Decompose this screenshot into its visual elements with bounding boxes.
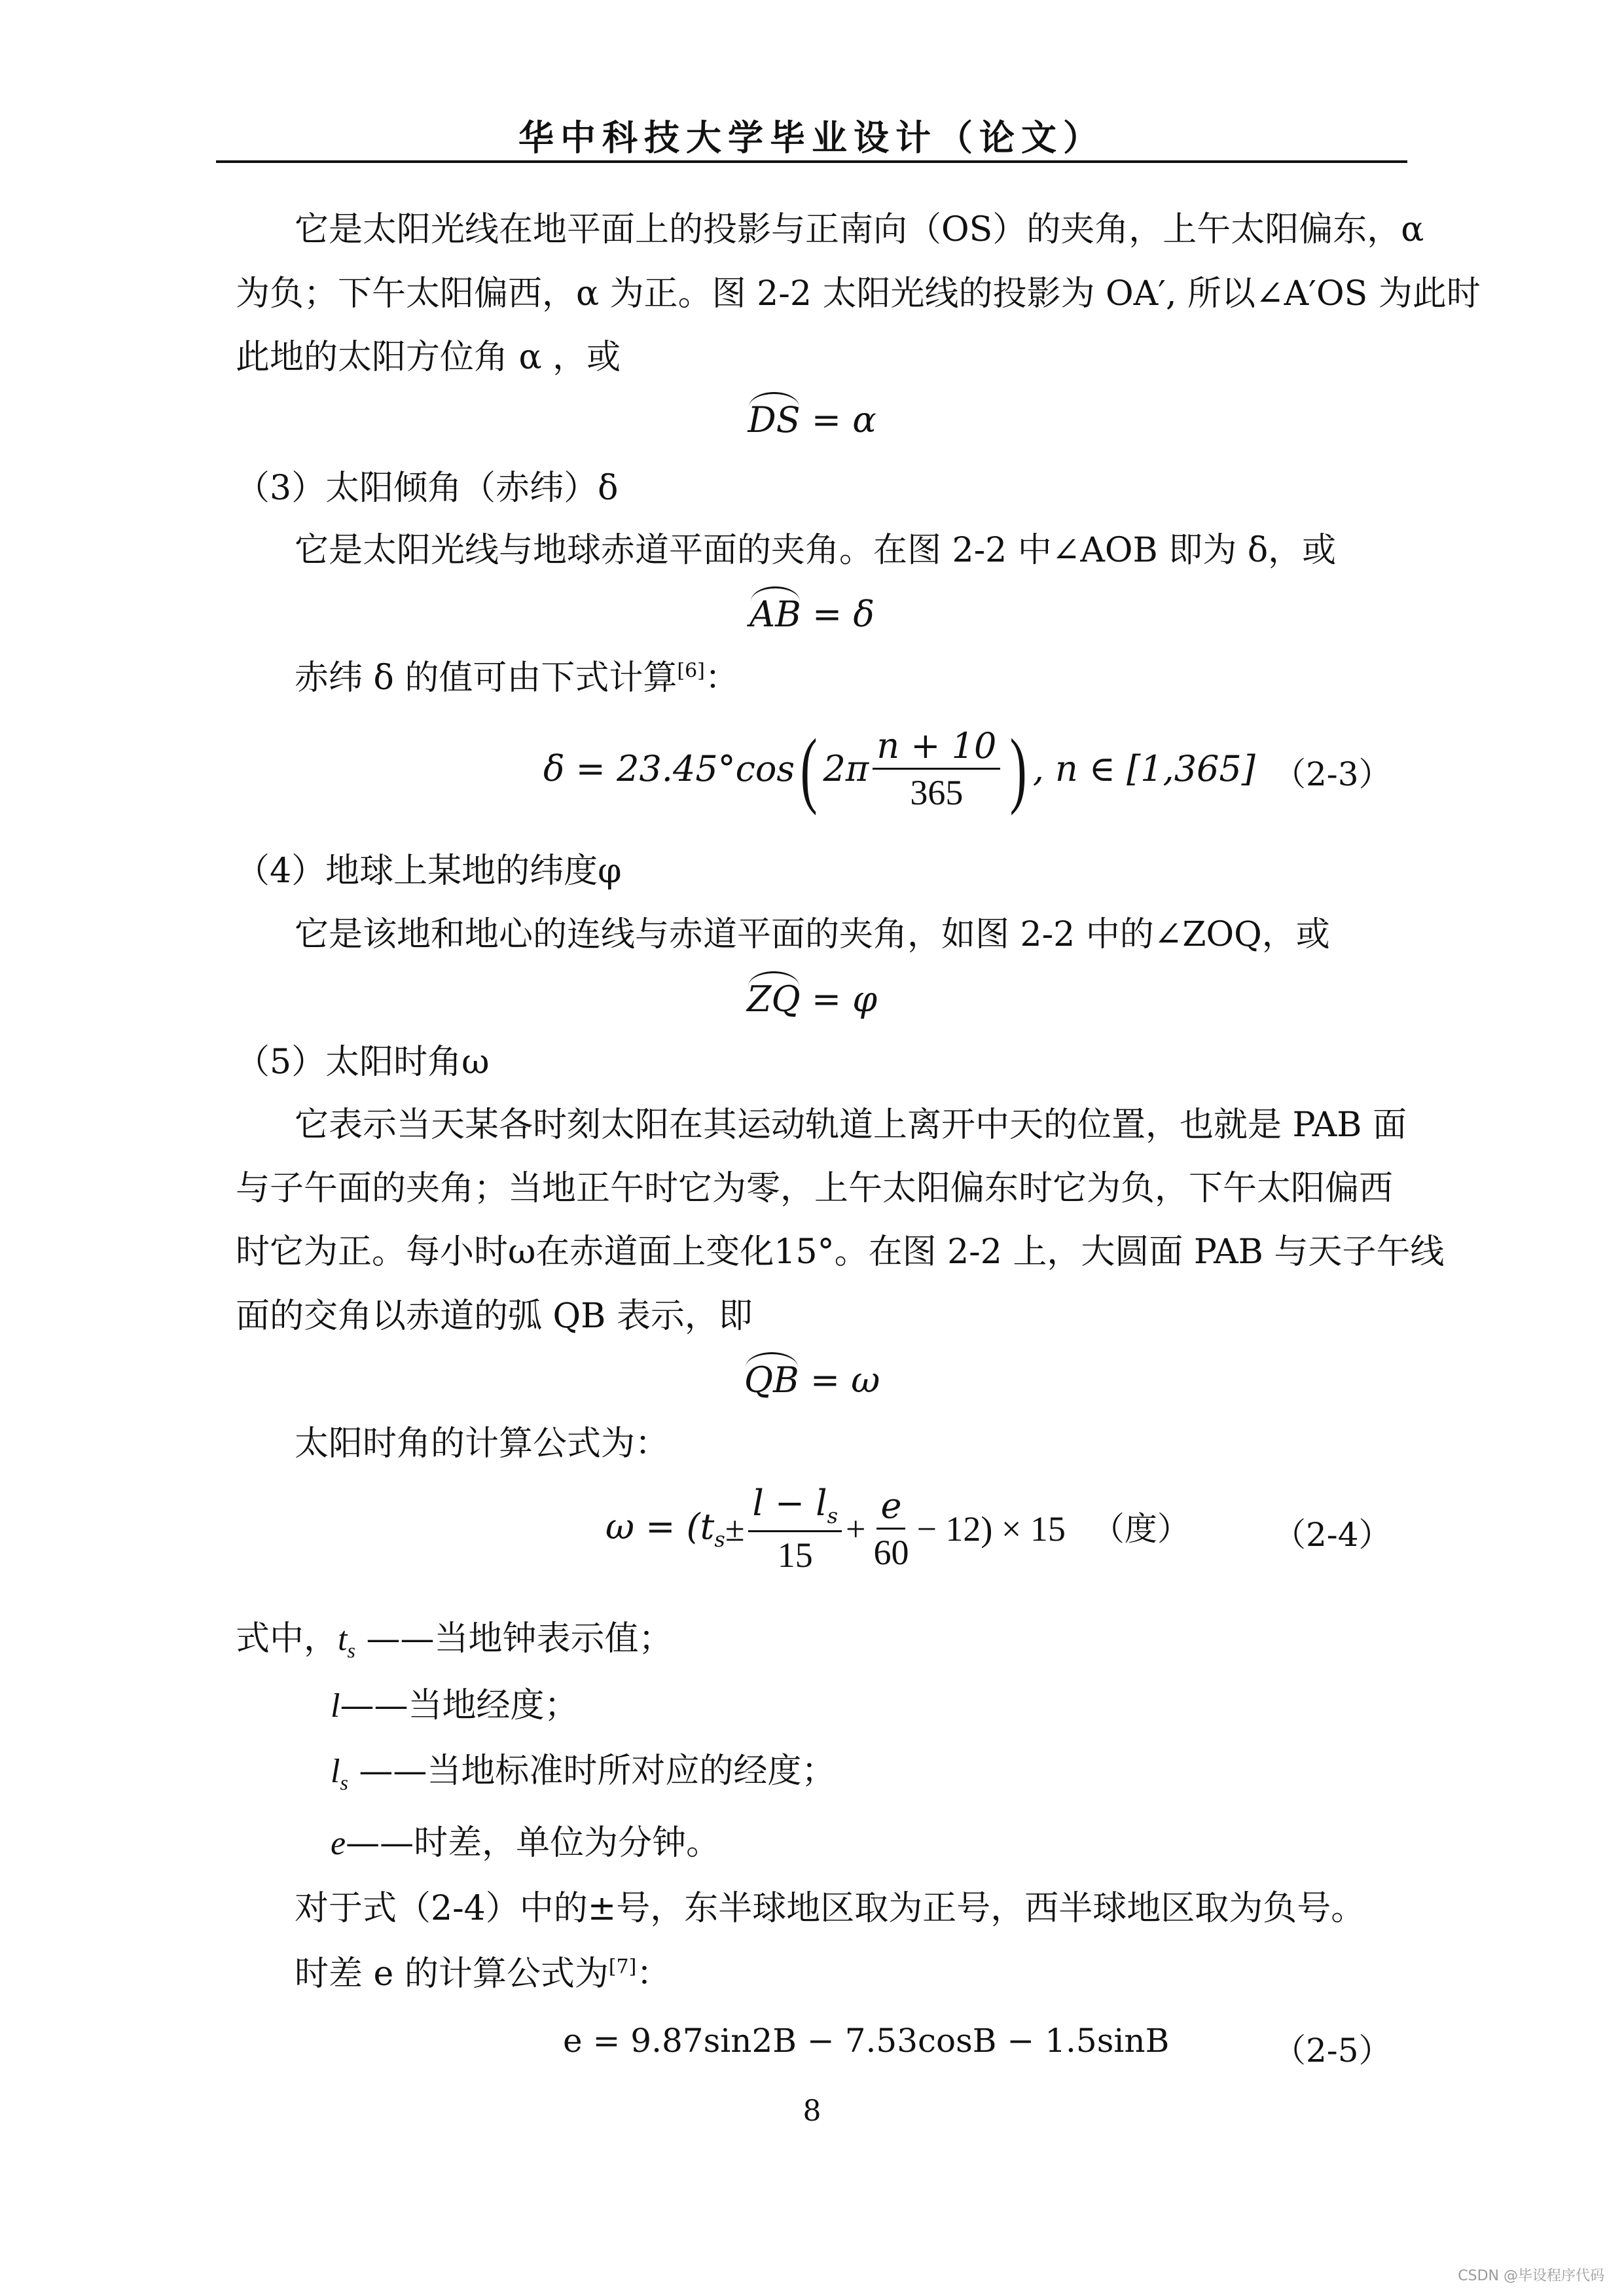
var-ts-sub: s: [347, 1638, 355, 1662]
eq-lhs-sub: s: [714, 1526, 725, 1552]
paragraph-line: 它是该地和地心的连线与赤道平面的夹角，如图 2-2 中的∠ZOQ，或: [295, 915, 1330, 954]
equation-2-3: [543, 722, 1255, 816]
left-paren: (: [800, 722, 818, 816]
watermark: CSDN @毕设程序代码: [1458, 2268, 1604, 2284]
var-l-desc: ——当地经度；: [340, 1686, 579, 1725]
arc-label: AB: [749, 594, 801, 635]
var-e-desc: ——时差，单位为分钟。: [346, 1823, 721, 1863]
fraction-denominator: 60: [873, 1532, 909, 1572]
section-heading: （3）太阳倾角（赤纬）δ: [236, 469, 619, 508]
eq-unit: （度）: [1091, 1510, 1190, 1549]
numerator-text: l − l: [752, 1482, 827, 1524]
arc-label: QB: [744, 1359, 799, 1401]
where-l: [331, 1686, 579, 1725]
eq-tail: − 12) × 15: [916, 1509, 1066, 1549]
where-intro: 式中，: [236, 1619, 338, 1659]
var-ts-name: t: [338, 1621, 348, 1658]
eq-lhs-text: ω = (t: [605, 1505, 715, 1547]
eq-tail: , n ∈ [1,365]: [1032, 748, 1255, 789]
equation-ds: [0, 399, 1624, 440]
paragraph-line: 对于式（2-4）中的±号，东半球地区取为正号，西半球地区取为负号。: [295, 1889, 1365, 1928]
fraction-denominator: 365: [910, 772, 964, 812]
page-number: 8: [803, 2094, 821, 2128]
paragraph-tail: ：: [636, 1954, 671, 1994]
equation-ab: [0, 594, 1624, 635]
paragraph-line: [295, 658, 739, 698]
paragraph-line: 与子午面的夹角；当地正午时它为零，上午太阳偏东时它为负，下午太阳偏西: [236, 1169, 1394, 1208]
citation: [6]: [677, 659, 705, 683]
paragraph-line: 为负；下午太阳偏西，α 为正。图 2-2 太阳光线的投影为 OA′, 所以∠A′OS 为此时: [236, 274, 1481, 314]
eq-lhs: [605, 1505, 725, 1552]
var-l: l: [331, 1687, 340, 1725]
paragraph-line: 它表示当天某各时刻太阳在其运动轨道上离开中天的位置，也就是 PAB 面: [295, 1105, 1407, 1145]
where-ts: [236, 1619, 673, 1662]
fraction-2: [869, 1484, 912, 1572]
fraction-1: [748, 1482, 842, 1575]
where-ls: [331, 1751, 836, 1795]
equation-number: （2-5）: [1273, 2032, 1392, 2070]
paragraph-line: 太阳时角的计算公式为：: [295, 1424, 670, 1463]
eq-plus: +: [846, 1509, 866, 1549]
equation-rhs: = ω: [799, 1359, 880, 1401]
var-e: e: [331, 1825, 346, 1862]
arc-label: ZQ: [746, 978, 801, 1020]
fraction-numerator: n + 10: [873, 728, 1000, 770]
right-paren: ): [1010, 722, 1028, 816]
fraction-numerator: e: [876, 1488, 905, 1530]
paragraph-text: 时差 e 的计算公式为: [295, 1954, 609, 1994]
var-ts-desc: ——当地钟表示值；: [355, 1619, 673, 1659]
var-ls-sub: s: [340, 1770, 348, 1795]
equation-zq: [0, 978, 1624, 1020]
var-ls-name: l: [331, 1753, 340, 1790]
equation-qb: [0, 1359, 1624, 1401]
citation: [7]: [608, 1955, 637, 1979]
paragraph-tail: ：: [704, 658, 739, 698]
eq-lhs: δ = 23.45°cos: [543, 748, 795, 789]
eq-pm: ±: [725, 1509, 745, 1549]
equation-2-5: e = 9.87sin2B − 7.53cosB − 1.5sinB: [563, 2022, 1170, 2060]
where-e: [331, 1823, 721, 1863]
page-header: 华中科技大学毕业设计（论文）: [518, 117, 1105, 158]
fraction-denominator: 15: [777, 1535, 813, 1575]
equation-number: （2-3）: [1273, 755, 1392, 793]
equation-number: （2-4）: [1273, 1516, 1392, 1554]
equation-rhs: = δ: [801, 594, 875, 635]
numerator-sub: s: [827, 1503, 838, 1528]
equation-2-4: [605, 1482, 1190, 1575]
paragraph-line: 它是太阳光线在地平面上的投影与正南向（OS）的夹角，上午太阳偏东，α: [295, 210, 1424, 249]
paragraph-line: 面的交角以赤道的弧 QB 表示，即: [236, 1297, 753, 1336]
equation-rhs: = α: [800, 399, 876, 440]
fraction-numerator: [748, 1482, 842, 1532]
var-ls-desc: ——当地标准时所对应的经度；: [348, 1751, 836, 1791]
paragraph-line: [295, 1954, 671, 1994]
eq-open: 2π: [823, 748, 869, 789]
section-heading: （4）地球上某地的纬度φ: [236, 852, 622, 891]
paragraph-text: 赤纬 δ 的值可由下式计算: [295, 658, 677, 698]
equation-rhs: = φ: [800, 978, 878, 1020]
var-ts: [338, 1621, 355, 1662]
arc-label: DS: [748, 399, 801, 440]
fraction: [873, 725, 1000, 812]
header-rule: [216, 160, 1407, 163]
section-heading: （5）太阳时角ω: [236, 1043, 490, 1082]
paragraph-line: 它是太阳光线与地球赤道平面的夹角。在图 2-2 中∠AOB 即为 δ，或: [295, 531, 1337, 570]
paragraph-line: 时它为正。每小时ω在赤道面上变化15°。在图 2-2 上，大圆面 PAB 与天子午线: [236, 1232, 1445, 1272]
paragraph-line: 此地的太阳方位角 α ，或: [236, 338, 621, 377]
var-ls: [331, 1753, 348, 1795]
